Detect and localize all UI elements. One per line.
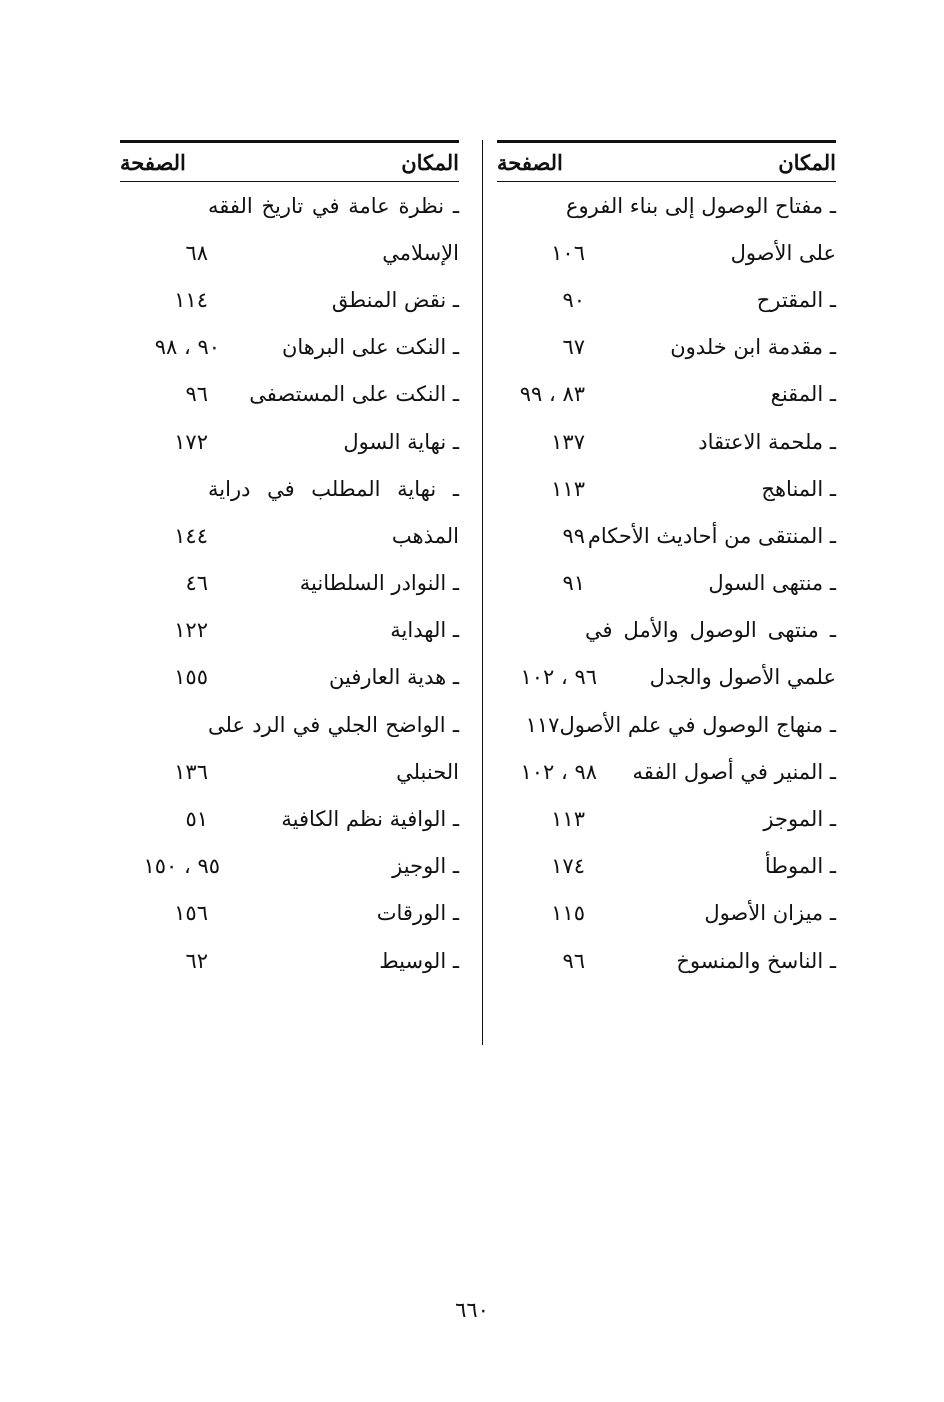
index-entry xyxy=(120,182,459,229)
entry-title: ـ نهاية المطلب في دراية xyxy=(208,476,459,501)
index-entry xyxy=(120,937,459,984)
entry-page: ٩٠ ، ٩٨ xyxy=(154,335,220,360)
entry-title: ـ الوسيط xyxy=(379,948,459,973)
entry-title: ـ المنير في أصول الفقه xyxy=(632,759,836,784)
page-header: الصفحة xyxy=(497,149,563,175)
place-header: المكان xyxy=(778,149,836,175)
entry-page: ٦٨ xyxy=(185,240,208,265)
index-entry xyxy=(497,371,836,418)
index-entry xyxy=(497,607,836,654)
entry-page: ١٣٦ xyxy=(174,759,208,784)
entry-title: ـ ملحمة الاعتقاد xyxy=(698,429,836,454)
entry-title: ـ منهاج الوصول في علم الأصول xyxy=(559,712,836,737)
entry-page: ١٥٦ xyxy=(174,901,208,926)
entry-page: ٩١ xyxy=(562,571,585,596)
entry-title: ـ نقض المنطق xyxy=(331,287,459,312)
index-entry xyxy=(497,937,836,984)
entry-page: ٩٦ xyxy=(185,382,208,407)
entry-title: الحنبلي xyxy=(396,759,459,784)
entry-page: ١١٤ xyxy=(174,287,208,312)
entry-title: ـ مفتاح الوصول إلى بناء الفروع xyxy=(565,193,836,218)
entry-title: الإسلامي xyxy=(382,240,459,265)
entry-title: ـ الموجز xyxy=(763,807,836,832)
entry-page: ١٥٥ xyxy=(174,665,208,690)
entry-page: ١١٥ xyxy=(551,901,585,926)
entry-page: ٩٥ ، ١٥٠ xyxy=(143,854,220,879)
entry-page: ٩٦ ، ١٠٢ xyxy=(520,665,597,690)
entry-title: ـ الواضح الجلي في الرد على xyxy=(208,712,459,737)
entry-page: ١١٣ xyxy=(551,807,585,832)
index-entry xyxy=(497,182,836,229)
entry-page: ١٧٢ xyxy=(174,429,208,454)
index-entry xyxy=(120,607,459,654)
index-entry xyxy=(497,512,836,559)
entry-page: ١٤٤ xyxy=(174,523,208,548)
entry-title: ـ النكت على المستصفى xyxy=(249,382,459,407)
index-entry xyxy=(120,890,459,937)
entry-page: ١١٣ xyxy=(551,476,585,501)
index-entry xyxy=(120,324,459,371)
index-entry xyxy=(120,276,459,323)
entry-title: ـ المقترح xyxy=(756,287,836,312)
index-entry xyxy=(497,324,836,371)
entry-title: ـ الناسخ والمنسوخ xyxy=(676,948,836,973)
entry-title: ـ نهاية السول xyxy=(343,429,459,454)
index-entry xyxy=(497,748,836,795)
index-entry xyxy=(120,654,459,701)
index-entry xyxy=(497,465,836,512)
index-entry xyxy=(497,560,836,607)
index-entry xyxy=(497,654,836,701)
entry-page: ٤٦ xyxy=(185,571,208,596)
place-header: المكان xyxy=(401,149,459,175)
entry-title: ـ منتهى السول xyxy=(708,571,836,596)
index-entry xyxy=(120,795,459,842)
index-entry xyxy=(120,560,459,607)
index-column-left xyxy=(120,140,459,984)
entry-title: ـ المنتقى من أحاديث الأحكام xyxy=(587,523,836,548)
entry-title: على الأصول xyxy=(730,240,836,265)
index-entry xyxy=(497,418,836,465)
entry-page: ٩٨ ، ١٠٢ xyxy=(520,759,597,784)
entry-page: ٦٧ xyxy=(562,335,585,360)
index-entry xyxy=(120,418,459,465)
index-entry xyxy=(497,276,836,323)
entry-title: ـ الموطأ xyxy=(764,854,836,879)
page-number: ٦٦٠ xyxy=(455,1298,489,1322)
index-entry xyxy=(497,229,836,276)
index-entry xyxy=(120,229,459,276)
entry-title: ـ النكت على البرهان xyxy=(281,335,459,360)
index-entry xyxy=(120,512,459,559)
entry-title: ـ مقدمة ابن خلدون xyxy=(670,335,836,360)
entry-title: ـ منتهى الوصول والأمل في xyxy=(585,618,836,643)
entry-title: المذهب xyxy=(391,523,459,548)
entry-title: ـ ميزان الأصول xyxy=(704,901,836,926)
index-column-right xyxy=(497,140,836,984)
column-header xyxy=(497,140,836,182)
entry-page: ٩٩ xyxy=(562,523,585,548)
entry-page: ١٢٢ xyxy=(174,618,208,643)
entry-page: ١٠٦ xyxy=(551,240,585,265)
column-divider xyxy=(482,140,483,1045)
index-entry xyxy=(120,748,459,795)
index-entry xyxy=(120,701,459,748)
index-entry xyxy=(120,843,459,890)
entry-page: ٥١ xyxy=(185,807,208,832)
column-header xyxy=(120,140,459,182)
index-entry xyxy=(497,795,836,842)
entry-page: ٦٢ xyxy=(185,948,208,973)
entry-title: ـ الهداية xyxy=(390,618,459,643)
index-entry xyxy=(120,371,459,418)
index-entry xyxy=(497,843,836,890)
entry-title: ـ المناهج xyxy=(761,476,836,501)
entry-page: ١٧٤ xyxy=(551,854,585,879)
entry-title: ـ نظرة عامة في تاريخ الفقه xyxy=(208,193,459,218)
index-entry xyxy=(497,701,836,748)
entry-title: ـ الورقات xyxy=(376,901,459,926)
entry-title: ـ الوجيز xyxy=(392,854,459,879)
entry-title: ـ هدية العارفين xyxy=(329,665,459,690)
page-header: الصفحة xyxy=(120,149,186,175)
entry-title: علمي الأصول والجدل xyxy=(649,665,836,690)
entry-page: ١١٧ xyxy=(525,712,560,737)
index-entry xyxy=(497,890,836,937)
entry-page: ٩٠ xyxy=(562,287,585,312)
entry-title: ـ النوادر السلطانية xyxy=(299,571,459,596)
entry-page: ١٣٧ xyxy=(551,429,585,454)
entry-page: ٨٣ ، ٩٩ xyxy=(519,382,585,407)
entry-page: ٩٦ xyxy=(562,948,585,973)
index-entry xyxy=(120,465,459,512)
entry-title: ـ المقنع xyxy=(770,382,836,407)
entry-title: ـ الوافية نظم الكافية xyxy=(281,807,459,832)
